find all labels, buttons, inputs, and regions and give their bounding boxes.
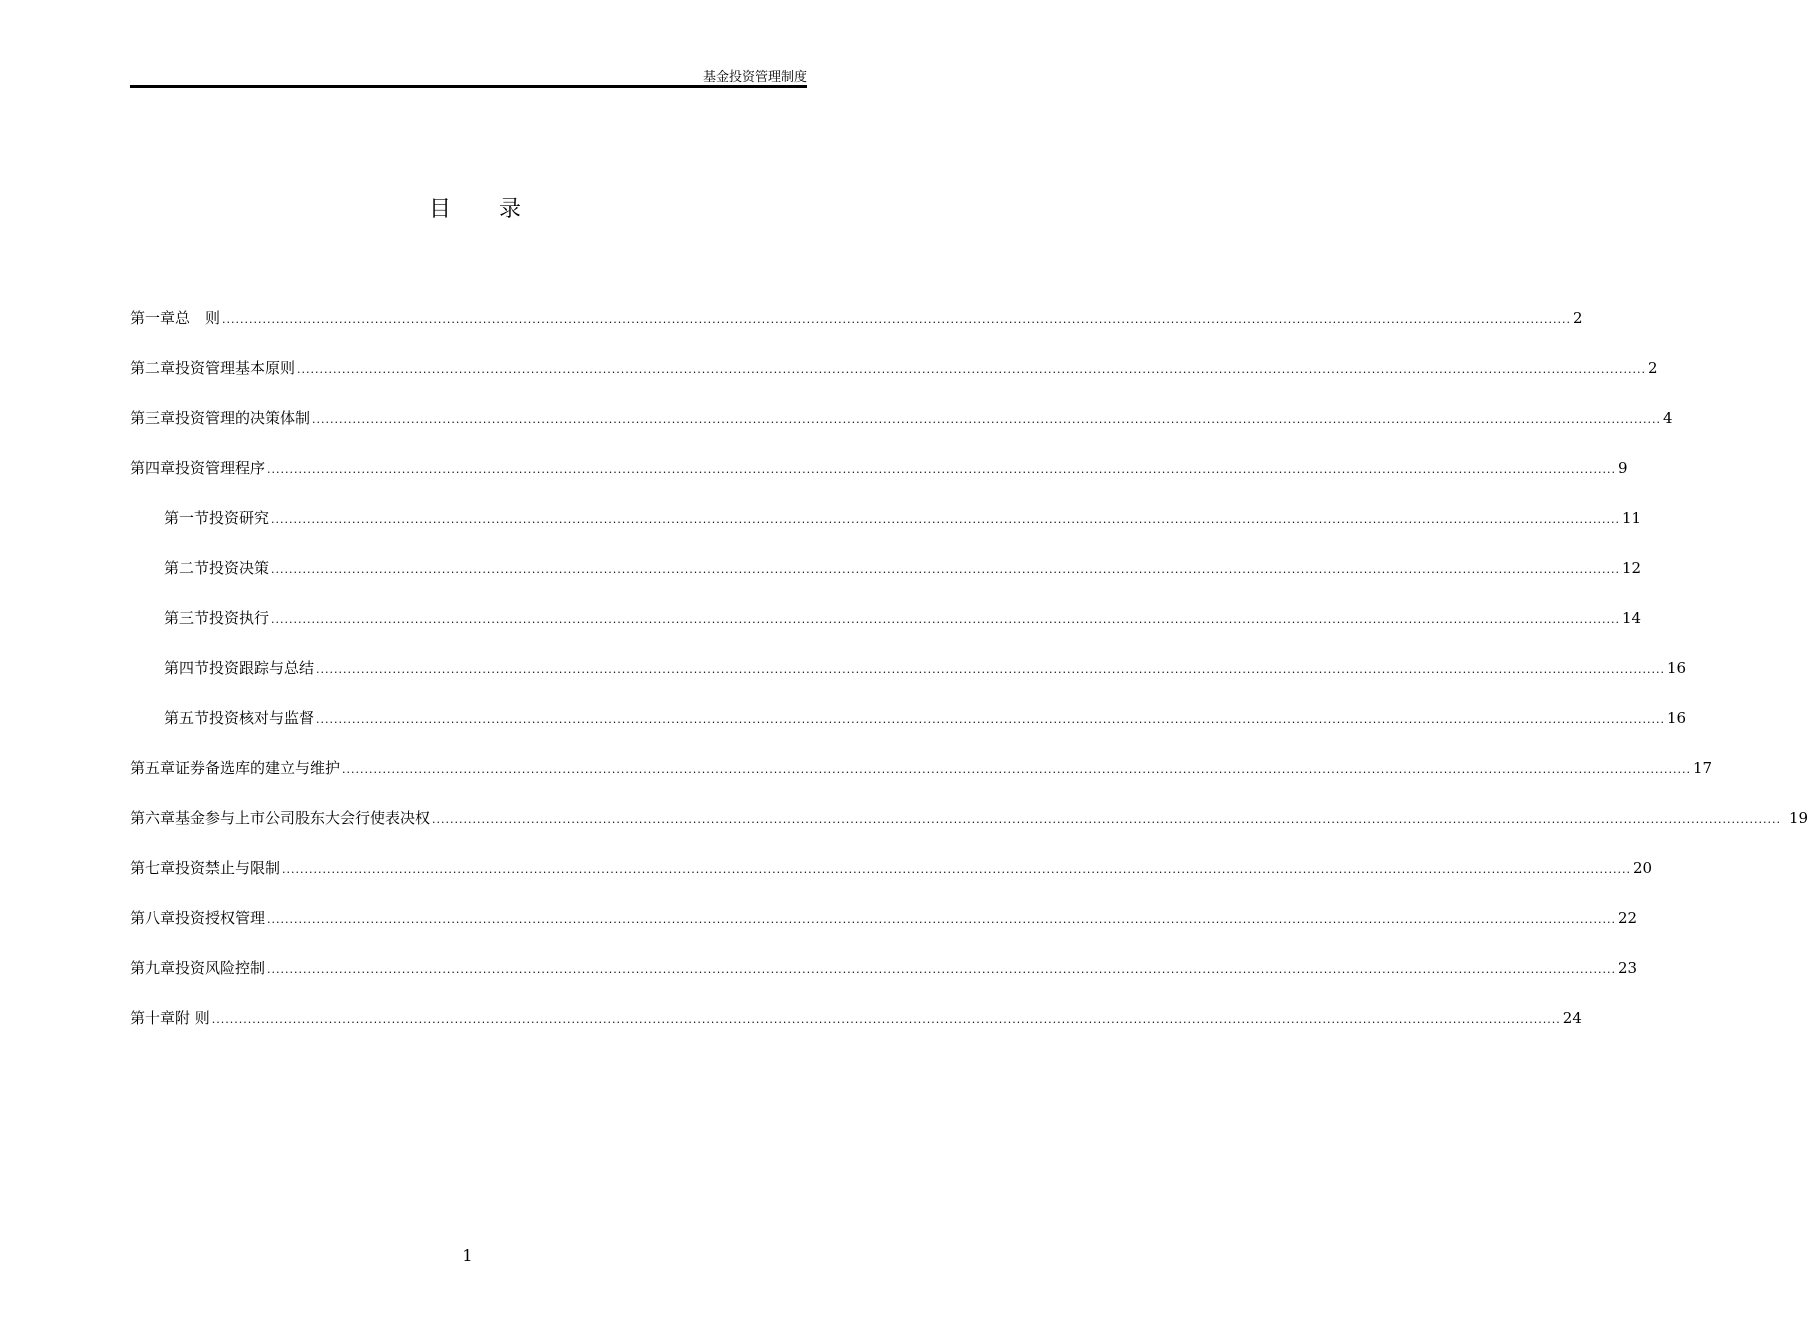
toc-heading-left: 目 <box>428 197 451 222</box>
toc-entry[interactable] <box>164 650 1687 678</box>
toc-entry-page: 4 <box>1663 409 1673 427</box>
page-number: 1 <box>462 1246 473 1265</box>
toc-entry-number: 第九章 <box>130 959 176 977</box>
toc-entry[interactable] <box>164 700 1687 728</box>
toc-entry-number: 第四节 <box>164 659 210 677</box>
toc-entry-number: 第四章 <box>130 459 176 477</box>
toc-entry-title: 投资执行 <box>209 609 270 627</box>
toc-entry-page: 14 <box>1622 609 1642 627</box>
toc-entry[interactable] <box>130 300 1583 328</box>
toc-entry-page: 9 <box>1618 459 1628 477</box>
toc-entry-number: 第六章 <box>130 809 176 827</box>
dot-leader: ............................................................................................................................................................................................................................................................................................................ <box>271 513 1621 526</box>
toc-entry-page: 23 <box>1618 959 1638 977</box>
toc-entry-title: 附 则 <box>175 1009 210 1027</box>
toc-entry-title: 投资管理程序 <box>175 459 266 477</box>
dot-leader: ............................................................................................................................................................................................................................................................................................................ <box>211 1013 1561 1026</box>
toc-entry-title: 投资决策 <box>209 559 270 577</box>
toc-entry-title: 投资风险控制 <box>175 959 266 977</box>
toc-heading <box>0 194 950 226</box>
toc-entry-page: 2 <box>1648 359 1658 377</box>
toc-entry-title: 投资管理的决策体制 <box>175 409 311 427</box>
toc-entry-number: 第二章 <box>130 359 176 377</box>
dot-leader: ............................................................................................................................................................................................................................................................................................................ <box>316 663 1666 676</box>
toc-entry-number: 第八章 <box>130 909 176 927</box>
toc-entry[interactable] <box>130 850 1653 878</box>
toc-entry-title: 证券备选库的建立与维护 <box>175 759 341 777</box>
running-header-title: 基金投资管理制度 <box>702 70 807 85</box>
dot-leader: ............................................................................................................................................................................................................................................................................................................ <box>316 713 1666 726</box>
toc-entry[interactable] <box>130 950 1638 978</box>
dot-leader: ............................................................................................................................................................................................................................................................................................................ <box>432 813 1782 826</box>
toc-entry-number: 第一节 <box>164 509 210 527</box>
toc-entry-page: 2 <box>1573 309 1583 327</box>
toc-entry-page: 11 <box>1622 509 1642 527</box>
toc-entry-page: 20 <box>1633 859 1653 877</box>
toc-entry-title: 基金参与上市公司股东大会行使表决权 <box>175 809 431 827</box>
dot-leader: ............................................................................................................................................................................................................................................................................................................ <box>267 463 1617 476</box>
toc-entry-number: 第五章 <box>130 759 176 777</box>
toc-entry[interactable] <box>130 450 1628 478</box>
toc-entry[interactable] <box>164 600 1642 628</box>
dot-leader: ............................................................................................................................................................................................................................................................................................................ <box>297 363 1647 376</box>
toc-entry-number: 第一章 <box>130 309 176 327</box>
dot-leader: ............................................................................................................................................................................................................................................................................................................ <box>271 613 1621 626</box>
toc-entry-number: 第七章 <box>130 859 176 877</box>
dot-leader: ............................................................................................................................................................................................................................................................................................................ <box>222 313 1572 326</box>
toc-entry-number: 第十章 <box>130 1009 176 1027</box>
toc-entry[interactable] <box>130 1000 1582 1028</box>
dot-leader: ............................................................................................................................................................................................................................................................................................................ <box>267 963 1617 976</box>
toc-entry-page: 19 <box>1789 809 1808 827</box>
dot-leader: ............................................................................................................................................................................................................................................................................................................ <box>312 413 1662 426</box>
toc-entry-number: 第三节 <box>164 609 210 627</box>
toc-entry-number: 第三章 <box>130 409 176 427</box>
toc-entry-title: 总 则 <box>175 309 221 327</box>
dot-leader: ............................................................................................................................................................................................................................................................................................................ <box>267 913 1617 926</box>
toc-entry-title: 投资研究 <box>209 509 270 527</box>
toc-entry[interactable] <box>164 500 1642 528</box>
toc-entry-page: 16 <box>1667 659 1687 677</box>
toc-entry-title: 投资禁止与限制 <box>175 859 281 877</box>
toc-entry[interactable] <box>130 750 1713 778</box>
toc-entry-page: 17 <box>1693 759 1713 777</box>
toc-entry-title: 投资管理基本原则 <box>175 359 296 377</box>
toc-entry-number: 第二节 <box>164 559 210 577</box>
dot-leader: ............................................................................................................................................................................................................................................................................................................ <box>271 563 1621 576</box>
header-rule <box>130 85 807 88</box>
toc-entry-title: 投资跟踪与总结 <box>209 659 315 677</box>
toc-entry[interactable] <box>130 350 1658 378</box>
dot-leader: ............................................................................................................................................................................................................................................................................................................ <box>282 863 1632 876</box>
toc-entry[interactable] <box>130 800 1808 828</box>
toc-entry[interactable] <box>130 900 1638 928</box>
toc-entry-page: 12 <box>1622 559 1642 577</box>
toc-entry-page: 22 <box>1618 909 1638 927</box>
toc-entry[interactable] <box>164 550 1642 578</box>
toc-entry-title: 投资授权管理 <box>175 909 266 927</box>
toc-entry-page: 16 <box>1667 709 1687 727</box>
toc-heading-right: 录 <box>499 197 522 222</box>
toc-entry-page: 24 <box>1562 1009 1582 1027</box>
toc-entry-number: 第五节 <box>164 709 210 727</box>
dot-leader: ............................................................................................................................................................................................................................................................................................................ <box>342 763 1692 776</box>
toc-entry[interactable] <box>130 400 1673 428</box>
toc-entry-title: 投资核对与监督 <box>209 709 315 727</box>
